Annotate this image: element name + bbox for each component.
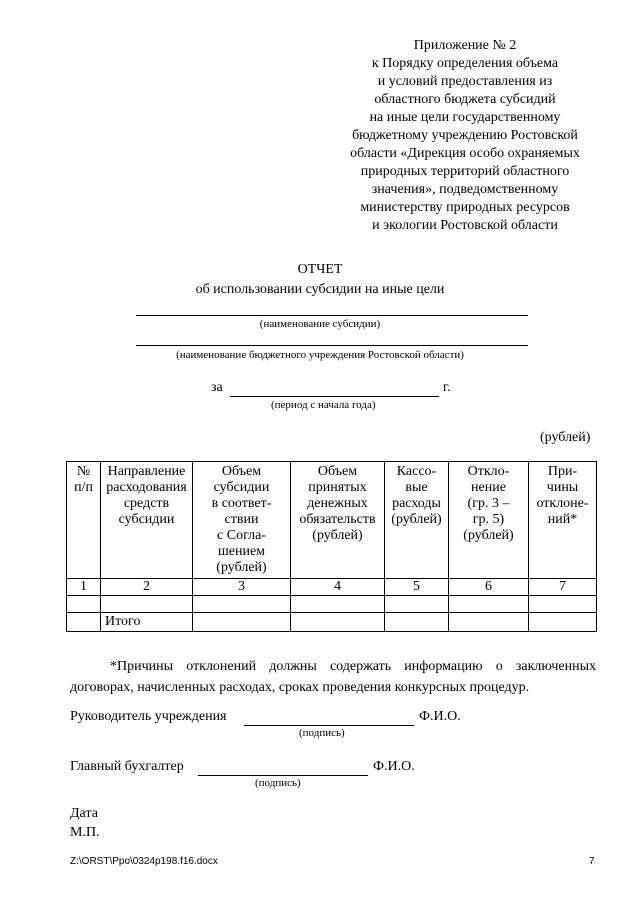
page-number: 7: [589, 856, 595, 867]
table-cell[interactable]: [291, 613, 385, 632]
column-number: 1: [67, 579, 101, 596]
table-cell[interactable]: [67, 596, 101, 613]
annex-line: Приложение № 2: [413, 38, 517, 53]
head-signature-caption: (подпись): [299, 727, 345, 739]
table-cell[interactable]: [449, 596, 529, 613]
table-cell[interactable]: [291, 596, 385, 613]
table-cell[interactable]: [529, 613, 597, 632]
header-cell-subsidy-volume: Объем субсидии в соответ- ствии с Согла- шением (рублей): [193, 462, 291, 579]
header-cell-deviation: Откло- нение (гр. 3 – гр. 5) (рублей): [449, 462, 529, 579]
column-number: 6: [449, 579, 529, 596]
table-row: [67, 596, 597, 613]
report-title: ОТЧЕТ: [297, 262, 343, 277]
accountant-signature-field[interactable]: [198, 775, 368, 776]
accountant-label: Главный бухгалтер: [70, 759, 184, 774]
table-cell[interactable]: [67, 613, 101, 632]
table-cell[interactable]: [101, 596, 193, 613]
head-name: Ф.И.О.: [419, 709, 461, 724]
column-number: 5: [385, 579, 449, 596]
annex-line: и условий предоставления из: [377, 74, 553, 89]
table-cell[interactable]: [193, 613, 291, 632]
annex-line: значения», подведомственному: [371, 182, 559, 197]
accountant-name: Ф.И.О.: [373, 759, 415, 774]
note-line: договорах, начисленных расходах, сроках проведения конкурсных процедур.: [70, 680, 530, 695]
accountant-signature-caption: (подпись): [255, 777, 301, 789]
subsidy-caption: (наименование субсидии): [259, 318, 381, 330]
total-label: Итого: [101, 613, 193, 632]
table-cell[interactable]: [385, 596, 449, 613]
table-cell[interactable]: [449, 613, 529, 632]
subsidy-name-field[interactable]: [136, 315, 528, 316]
period-caption: (период с начала года): [271, 399, 376, 411]
stamp-label: М.П.: [70, 825, 100, 840]
annex-line: и экологии Ростовской области: [372, 218, 558, 233]
total-row: [67, 613, 597, 632]
report-table: [66, 461, 597, 632]
file-path: Z:\ORST\Ppo\0324p198.f16.docx: [70, 856, 218, 867]
report-subtitle: об использовании субсидии на иные цели: [195, 282, 445, 297]
annex-line: к Порядку определения объема: [371, 56, 559, 71]
period-suffix: г.: [443, 380, 451, 395]
units-label: (рублей): [540, 430, 591, 445]
date-label: Дата: [70, 806, 98, 821]
header-cell-cash-expenses: Кассо- вые расходы (рублей): [385, 462, 449, 579]
table-header-row: [67, 462, 597, 579]
annex-line: министерству природных ресурсов: [360, 200, 570, 215]
annex-header: [330, 37, 600, 235]
annex-line: областного бюджета субсидий: [374, 92, 556, 107]
annex-line: бюджетному учреждению Ростовской: [352, 128, 578, 143]
head-signature-field[interactable]: [244, 725, 414, 726]
note-line: *Причины отклонений должны содержать информацию о заключенных: [110, 659, 596, 674]
annex-line: области «Дирекция особо охраняемых: [350, 146, 580, 161]
annex-line: на иные цели государственному: [369, 110, 561, 125]
table-cell[interactable]: [385, 613, 449, 632]
deviation-note: [70, 656, 596, 698]
column-number-row: [67, 579, 597, 596]
period-prefix: за: [211, 380, 223, 395]
header-cell-number: № п/п: [67, 462, 101, 579]
header-cell-obligations: Объем принятых денежных обязательств (рублей): [291, 462, 385, 579]
annex-line: природных территорий областного: [360, 164, 570, 179]
table-cell[interactable]: [529, 596, 597, 613]
table-cell[interactable]: [193, 596, 291, 613]
column-number: 2: [101, 579, 193, 596]
institution-caption: (наименование бюджетного учреждения Ростовской области): [176, 349, 464, 361]
header-cell-reasons: При- чины отклоне- ний*: [529, 462, 597, 579]
column-number: 7: [529, 579, 597, 596]
head-label: Руководитель учреждения: [70, 709, 227, 724]
column-number: 4: [291, 579, 385, 596]
period-field[interactable]: [230, 396, 439, 397]
column-number: 3: [193, 579, 291, 596]
institution-name-field[interactable]: [136, 345, 528, 346]
header-cell-direction: Направление расходования средств субсидии: [101, 462, 193, 579]
